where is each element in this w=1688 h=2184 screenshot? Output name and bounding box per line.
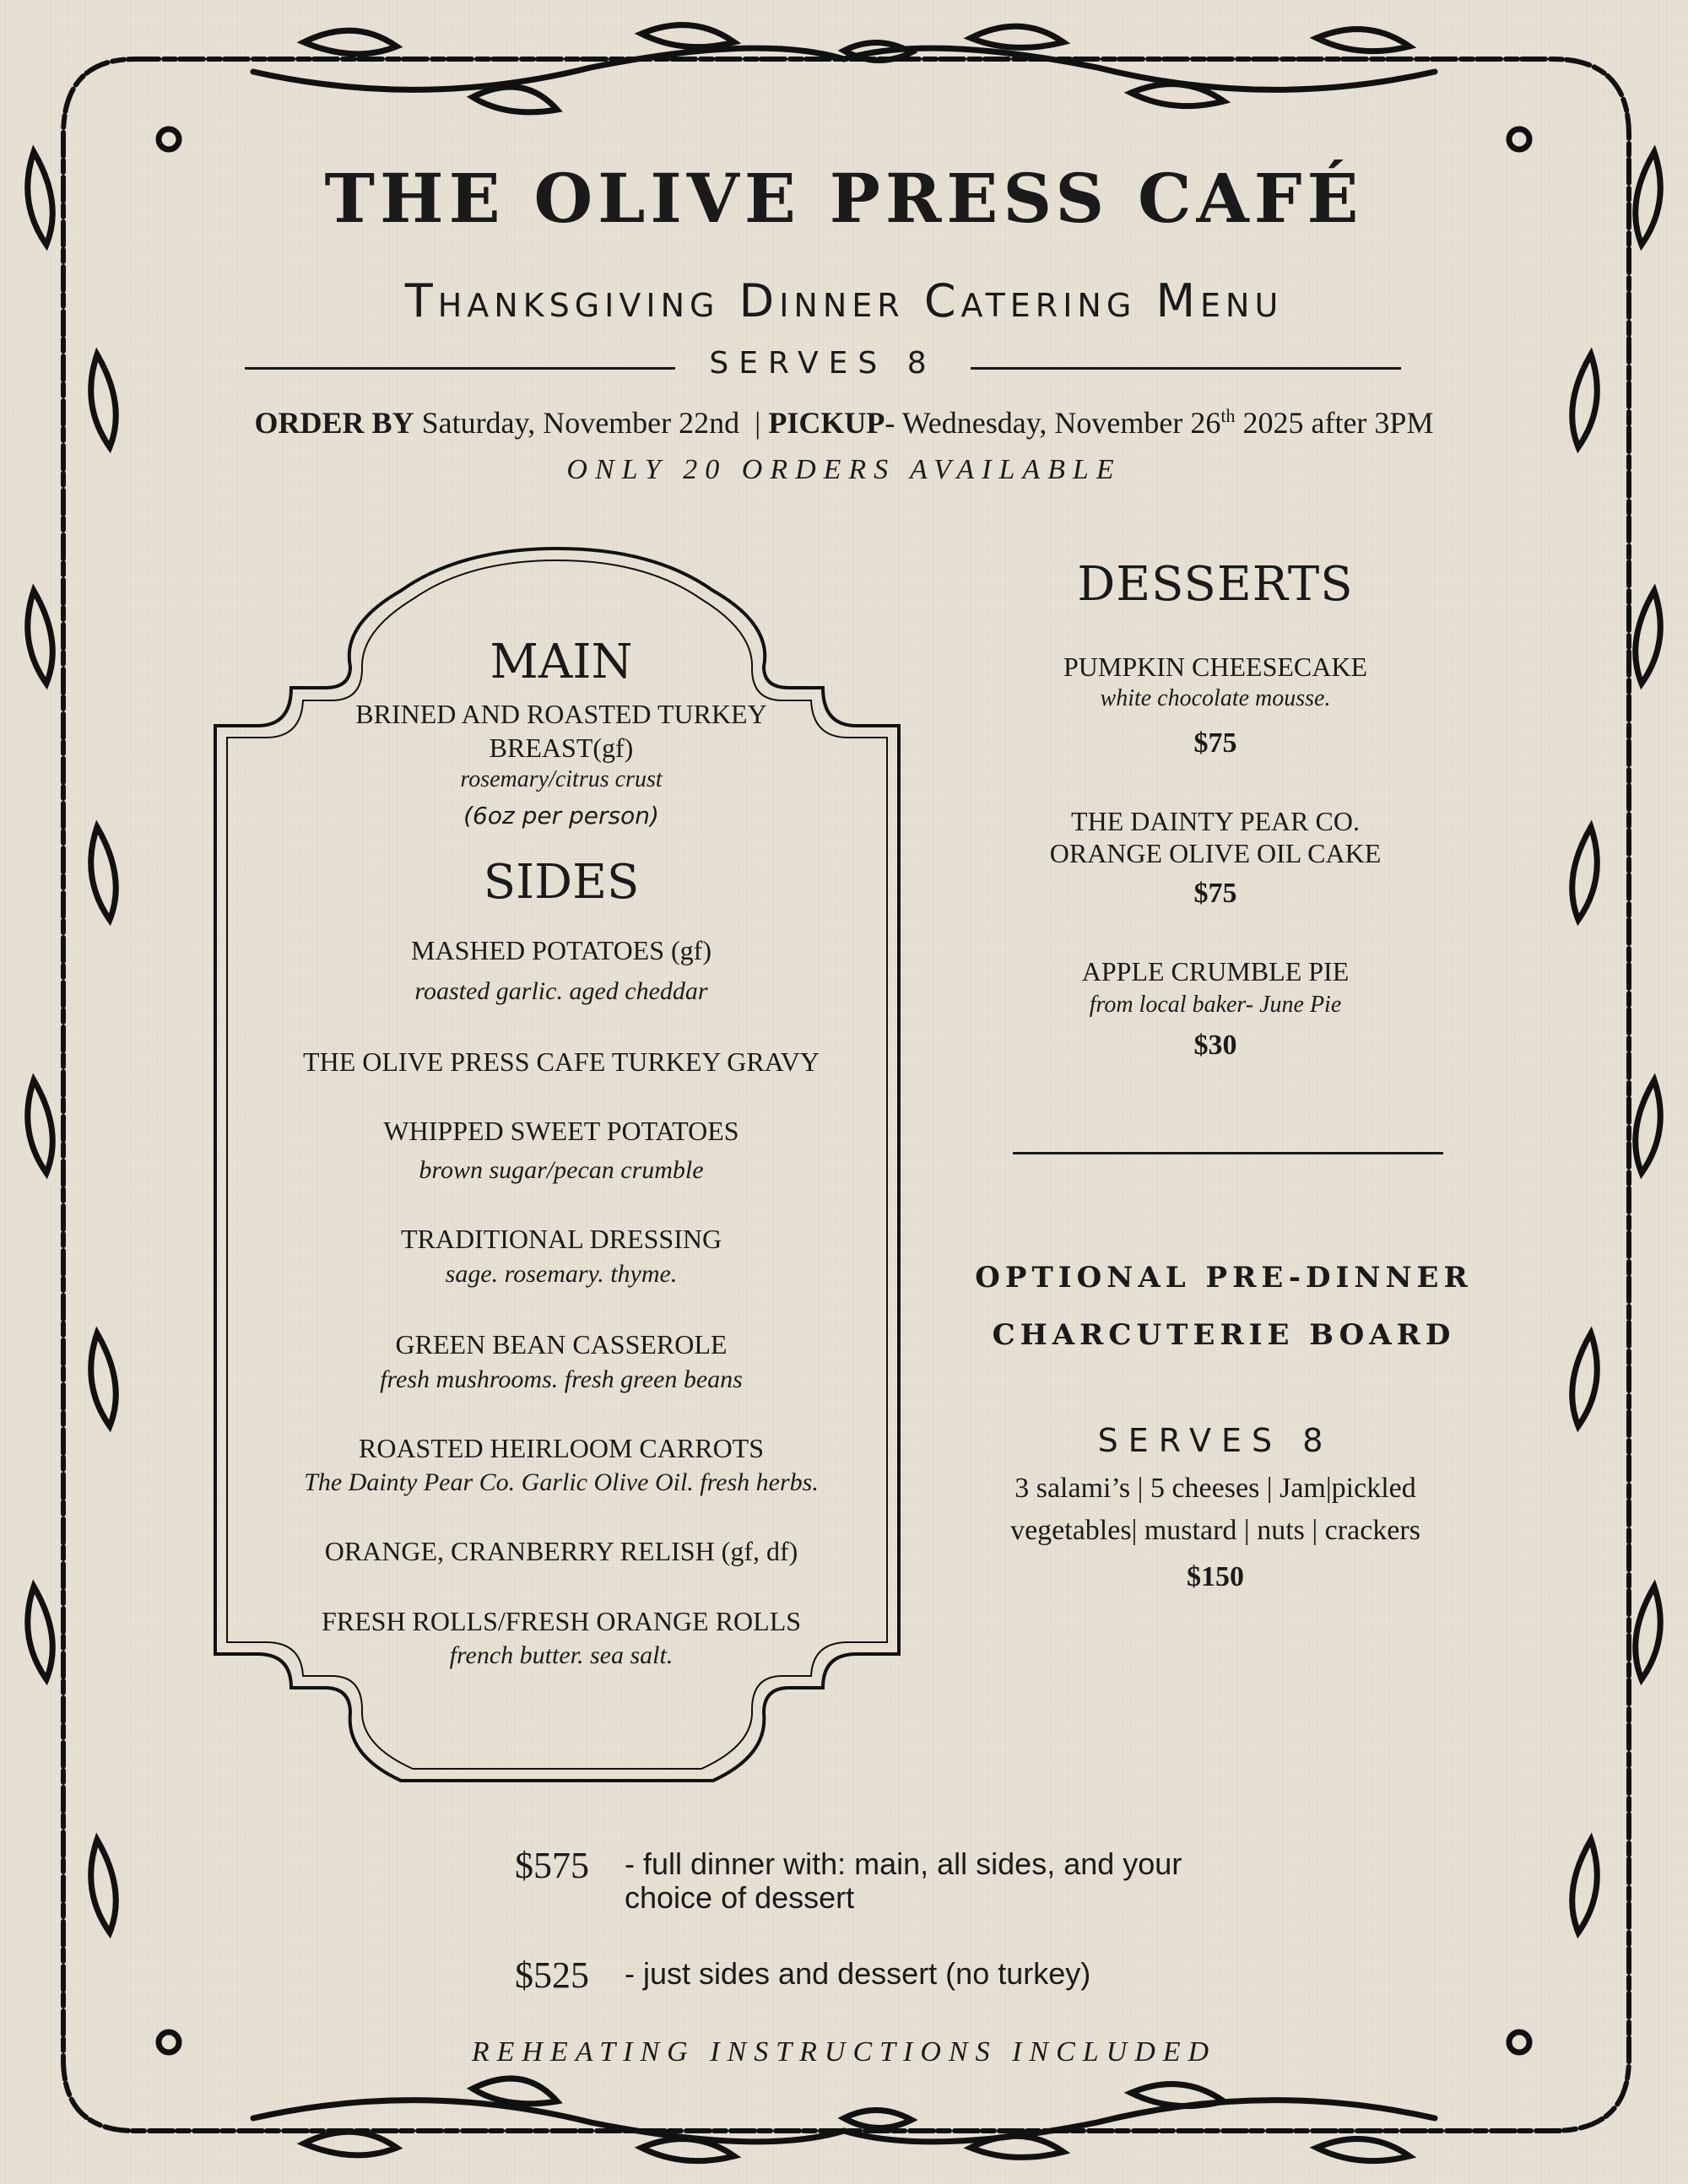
dessert-item-description: white chocolate mousse.: [1100, 685, 1331, 711]
menu-subtitle: Thanksgiving Dinner Catering Menu: [404, 274, 1284, 327]
availability-note: ONLY 20 ORDERS AVAILABLE: [566, 454, 1122, 485]
main-item-name: BRINED AND ROASTED TURKEY BREAST(gf): [355, 699, 767, 763]
dessert-divider: [1013, 1152, 1443, 1154]
side-item-description: fresh mushrooms. fresh green beans: [380, 1365, 743, 1393]
dessert-price: $75: [1193, 878, 1237, 909]
serves-divider: [245, 346, 1401, 380]
charcuterie-heading-line1: OPTIONAL PRE-DINNER: [975, 1261, 1473, 1295]
side-item-name: MASHED POTATOES (gf): [411, 935, 711, 965]
main-item-description: rosemary/citrus crust: [460, 766, 663, 792]
pricing-description: - full dinner with: main, all sides, and your choice of dessert: [625, 1846, 1182, 1915]
sides-heading: SIDES: [483, 855, 640, 910]
side-item-name: WHIPPED SWEET POTATOES: [383, 1116, 739, 1146]
side-item-name: FRESH ROLLS/FRESH ORANGE ROLLS: [321, 1606, 802, 1636]
dessert-item-name: PUMPKIN CHEESECAKE: [1063, 651, 1368, 682]
order-by-label: ORDER BY: [254, 406, 414, 440]
dessert-item-name: THE DAINTY PEAR CO.: [1071, 806, 1360, 836]
charcuterie-contents-line2: vegetables| mustard | nuts | crackers: [1010, 1515, 1420, 1546]
pickup-time: 2025 after 3PM: [1235, 406, 1434, 440]
dessert-item-name: APPLE CRUMBLE PIE: [1081, 956, 1350, 987]
pickup-date-suffix: th: [1220, 405, 1236, 426]
side-item-description: brown sugar/pecan crumble: [419, 1156, 704, 1184]
charcuterie-heading-line2: CHARCUTERIE BOARD: [992, 1318, 1456, 1352]
side-item-description: sage. rosemary. thyme.: [445, 1260, 678, 1288]
main-heading: MAIN: [490, 635, 633, 689]
charcuterie-serves: SERVES 8: [1097, 1422, 1334, 1459]
serves-count: SERVES 8: [709, 346, 937, 381]
dessert-price: $30: [1193, 1030, 1237, 1061]
reheating-note: REHEATING INSTRUCTIONS INCLUDED: [471, 2036, 1217, 2068]
side-item-name: ROASTED HEIRLOOM CARROTS: [358, 1433, 765, 1463]
pricing-description: - just sides and dessert (no turkey): [625, 1956, 1091, 1991]
pickup-date: - Wednesday, November 26: [885, 406, 1221, 440]
side-item-name: GREEN BEAN CASSEROLE: [395, 1329, 728, 1360]
pricing-option: [515, 1954, 1274, 2004]
dessert-item-name: ORANGE OLIVE OIL CAKE: [1049, 838, 1382, 868]
side-item-description: french butter. sea salt.: [449, 1641, 674, 1669]
charcuterie-heading: [945, 1249, 1502, 1364]
cafe-title: THE OLIVE PRESS CAFÉ: [324, 159, 1364, 238]
charcuterie-contents-line1: 3 salami’s | 5 cheeses | Jam|pickled: [1014, 1473, 1416, 1504]
dessert-price: $75: [1193, 727, 1237, 759]
side-item-name: TRADITIONAL DRESSING: [400, 1224, 722, 1254]
order-info: [0, 405, 1688, 441]
dessert-item-description: from local baker- June Pie: [1089, 992, 1342, 1018]
pickup-label: PICKUP: [768, 406, 885, 440]
pricing-option: [515, 1844, 1274, 1920]
side-item-description: The Dainty Pear Co. Garlic Olive Oil. fresh herbs.: [304, 1468, 819, 1496]
pricing-amount: $525: [515, 1954, 589, 1996]
divider-rule-right: [971, 367, 1401, 370]
desserts-heading: DESSERTS: [1077, 557, 1354, 612]
pricing-amount: $575: [515, 1845, 589, 1886]
side-item-name: ORANGE, CRANBERRY RELISH (gf, df): [324, 1536, 798, 1566]
main-item-portion: (6oz per person): [463, 802, 659, 830]
charcuterie-price: $150: [1187, 1561, 1244, 1592]
order-by-date: Saturday, November 22nd |: [414, 406, 769, 440]
side-item-name: THE OLIVE PRESS CAFE TURKEY GRAVY: [303, 1046, 820, 1077]
side-item-description: roasted garlic. aged cheddar: [414, 977, 708, 1005]
